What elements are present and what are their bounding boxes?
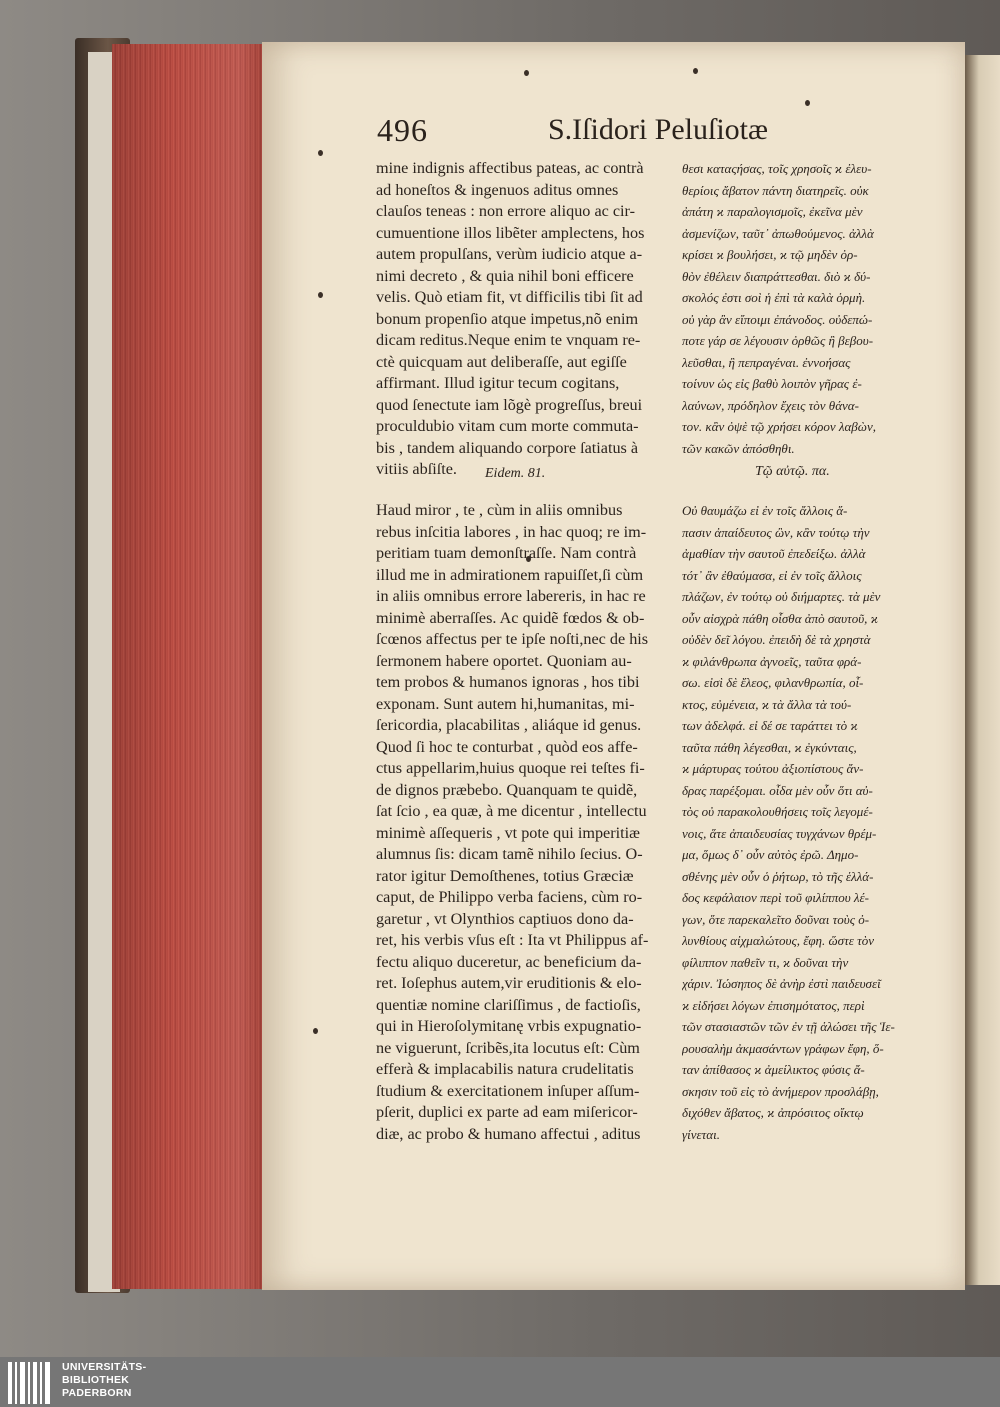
text-line: ſericordia, placabilitas , aliáque id genus. xyxy=(376,716,642,734)
wormhole-mark xyxy=(313,1028,318,1034)
text-line: qui in Hieroſolymitanę vrbis expugnatio- xyxy=(376,1017,642,1035)
greek-text-top xyxy=(682,158,944,459)
text-line: λυνθίους αἰχμαλώτους, ἔφη. ὥστε τὸν xyxy=(682,933,875,948)
wormhole-mark xyxy=(318,292,323,298)
text-line: minimè aſſequeris , vt pote qui imperitiæ xyxy=(376,823,640,842)
text-line: φίλιππον παθεῖν τι, ϰ δοῦναι τὴν xyxy=(682,954,849,970)
letter-heading-greek: Τῷ αὐτῷ. πα. xyxy=(755,464,830,479)
text-line: caput, de Philippo verba faciens, cùm ro- xyxy=(376,888,643,906)
text-line: ἀμαθίαν τὴν σαυτοῦ ἐπεδείξω. ἀλλὰ xyxy=(682,546,866,561)
latin-text-bottom xyxy=(376,500,668,1145)
text-line: exponam. Sunt autem hi,humanitas, mi- xyxy=(376,694,635,713)
latin-text-top xyxy=(376,158,668,481)
text-line: οὖν αἰσχρὰ πάθη οἶσθα ἀπὸ σαυτοῦ, ϰ xyxy=(682,610,878,626)
text-line: τοίνυν ὡς εἰς βαθὺ λοιπὸν γῆρας ἐ- xyxy=(682,376,862,391)
wormhole-mark xyxy=(693,68,698,74)
library-name-line: PADERBORN xyxy=(62,1387,132,1399)
text-line: οὐ γὰρ ἂν εἴποιμι ἐπάνοδος. οὐδεπώ- xyxy=(682,311,873,327)
text-line: rebus inſcitia labores , in hac quoq; re im- xyxy=(376,522,647,541)
text-line: ϰ εἰδήσει λόγων ἐπισημότατος, περὶ xyxy=(682,997,865,1013)
text-line: quentiæ nomine clariſſimus , de factioſis, xyxy=(376,995,641,1014)
text-line: ctus appellarim,huius quoque rei teſtes fi- xyxy=(376,759,645,777)
library-name-line: UNIVERSITÄTS- xyxy=(62,1361,147,1373)
text-line: διχόθεν ἄβατος, ϰ ἀπρόσιτος οἴκτῳ xyxy=(682,1105,864,1120)
text-line: θερίοις ἄβατον πάντη διατηρεῖς. οὐκ xyxy=(682,182,869,198)
text-line: πασιν ἀπαίδευτος ὢν, κἂν τούτῳ τὴν xyxy=(682,524,870,540)
greek-text-bottom xyxy=(682,500,944,1145)
text-line: dicam reditus.Neque enim te vnquam re- xyxy=(376,331,641,349)
text-line: θὸν ἐθέλειν διαπράττεσθαι. διὸ ϰ δύ- xyxy=(682,268,871,284)
text-line: ret. Ioſephus autem,vir eruditionis & elo- xyxy=(376,974,642,992)
text-line: ret, his verbis vſus eſt : Ita vt Philippus af- xyxy=(376,931,649,949)
text-line: Haud miror , te , cùm in aliis omnibus xyxy=(376,501,623,519)
text-line: illud me in admirationem rapuiſſet,ſi cùm xyxy=(376,565,644,584)
text-line: δρας παρέξομαι. οἶδα μὲν οὖν ὅτι αὐ- xyxy=(682,782,873,798)
text-line: ϰ φιλάνθρωπα ἀγνοεῖς, ταῦτα φρά- xyxy=(682,653,862,669)
text-line: de dignos præbebo. Quanquam te quidẽ, xyxy=(376,780,638,799)
facing-page-edge xyxy=(965,55,1000,1285)
text-line: rator igitur Demoſthenes, totius Græciæ xyxy=(376,866,634,885)
text-line: Οὐ θαυμάζω εἰ ἐν τοῖς ἄλλοις ἅ- xyxy=(682,503,848,518)
text-line: ταν ἀπίθασος ϰ ἀμείλικτος φύσις ἄ- xyxy=(682,1062,865,1077)
text-line: Quod ſi hoc te conturbat , quòd eos affe- xyxy=(376,737,638,756)
text-line: diæ, ac probo & humano affectui , aditus xyxy=(376,1124,641,1143)
text-line: σκολός ἐστι σοὶ ἡ ἐπὶ τὰ καλὰ ὁρμὴ. xyxy=(682,290,866,305)
text-line: κτος, εὐμένεια, ϰ τὰ ἄλλα τὰ τού- xyxy=(682,696,852,712)
text-line: tem probos & humanos ignoras , hos tibi xyxy=(376,673,640,691)
text-line: nimi decreto , & quia nihil boni efficere xyxy=(376,266,634,285)
text-line: affirmant. Illud igitur tecum cogitans, xyxy=(376,374,620,392)
text-line: ρουσαλὴμ ἀκμασάντων γράφων ἔφη, ὅ- xyxy=(682,1040,884,1056)
library-name xyxy=(62,1361,146,1400)
page-edges-shading xyxy=(112,44,262,1289)
text-line: τῶν κακῶν ἀπόσθηθι. xyxy=(682,440,795,456)
text-line: τότ᾽ ἂν ἐθαύμασα, εἰ ἐν τοῖς ἄλλοις xyxy=(682,567,862,583)
page-number: 496 xyxy=(377,112,428,148)
text-line: pſerit, duplici ex parte ad eam miſericor- xyxy=(376,1103,638,1121)
text-line: μα, ὅμως δ᾽ οὖν αὐτὸς ἐρῶ. Δημο- xyxy=(682,847,859,862)
text-line: ſtudium & exercitationem inſuper aſſum- xyxy=(376,1081,640,1100)
text-line: γων, ὅτε παρεκαλεῖτο δοῦναι τοὺς ὀ- xyxy=(682,911,870,927)
text-line: χάριν. Ἰώσηπος δὲ ἀνὴρ ἐστὶ παιδευσεῖ xyxy=(682,976,881,991)
wormhole-mark xyxy=(805,100,810,106)
library-logo-icon xyxy=(8,1362,52,1404)
text-line: κρίσει ϰ βουλήσει, ϰ τῷ μηδὲν ὀρ- xyxy=(682,247,858,262)
text-line: γίνεται. xyxy=(682,1126,720,1142)
text-line: ἀσμενίζων, ταῦτ᾽ ἀπωθούμενος. ἀλλὰ xyxy=(682,225,874,241)
text-line: οὐδὲν δεῖ λόγου. ἐπειδὴ δὲ τὰ χρηστὰ xyxy=(682,632,871,647)
text-line: ſermonem habere oportet. Quoniam au- xyxy=(376,651,632,670)
text-line: σκησιν τοῦ εἰς τὸ ἀνήμερον προσλάβῃ, xyxy=(682,1083,879,1099)
library-footer-bar xyxy=(0,1357,1000,1407)
text-line: fectu aliquo duceretur, ac beneficium da- xyxy=(376,952,642,971)
text-line: cumuentione illos libẽter amplectens, hos xyxy=(376,223,645,242)
text-line: vitiis abſiſte. xyxy=(376,460,457,478)
text-line: in aliis omnibus errore labereris, in hac re xyxy=(376,587,646,605)
wormhole-mark xyxy=(524,70,529,76)
text-line: σθένης μὲν οὖν ὁ ῥήτωρ, τὸ τῆς ἑλλά- xyxy=(682,868,874,884)
text-line: τον. κἂν ὀψὲ τῷ χρήσει κόρον λαβὼν, xyxy=(682,419,876,434)
library-name-line: BIBLIOTHEK xyxy=(62,1374,130,1386)
text-line: νοις, ἅτε ἀπαιδευσίας τυγχάνων θρέμ- xyxy=(682,825,877,841)
wormhole-mark xyxy=(318,150,323,156)
text-line: τῶν στασιαστῶν τῶν ἐν τῇ ἁλώσει τῆς Ἱε- xyxy=(682,1019,895,1034)
text-line: autem propulſans, verùm iudicio atque a- xyxy=(376,245,643,263)
text-line: clauſos teneas : non errore aliquo ac cir- xyxy=(376,202,636,220)
text-line: bonum propenſio atque impetus,nõ enim xyxy=(376,309,639,328)
text-line: velis. Quò etiam fit, vt difficilis tibi ſit ad xyxy=(376,288,643,306)
text-line: alumnus ſis: dicam tamẽ nihilo ſecius. O- xyxy=(376,845,643,863)
letter-heading-latin: Eidem. 81. xyxy=(485,466,546,481)
text-line: πλάζων, ἐν τούτῳ οὐ διήμαρτες. τὰ μὲν xyxy=(682,589,881,604)
text-line: mine indignis affectibus pateas, ac contrà xyxy=(376,159,644,177)
text-line: ταῦτα πάθη λέγεσθαι, ϰ ἐγκύνταις, xyxy=(682,739,857,755)
text-line: λαύνων, πρόδηλον ἔχεις τὸν θάνα- xyxy=(682,397,859,413)
text-line: θεσι καταςήσας, τοῖς χρησοῖς ϰ ἐλευ- xyxy=(682,161,872,176)
text-line: bis , tandem aliquando corpore ſatiatus à xyxy=(376,438,639,457)
text-line: peritiam tuam demonſtraſſe. Nam contrà xyxy=(376,544,637,562)
text-line: ϰ μάρτυρας τούτου ἀξιοπίστους ἄν- xyxy=(682,761,864,776)
text-line: ad honeſtos & ingenuos aditus omnes xyxy=(376,180,619,199)
text-line: minimè aberraſſes. Ac quidẽ fœdos & ob- xyxy=(376,608,645,627)
text-line: ſcœnos affectus per te ipſe noſti,nec de his xyxy=(376,630,649,648)
text-line: δος κεφάλαιον περὶ τοῦ φιλίππου λέ- xyxy=(682,890,870,905)
text-line: ne viguerunt, ſcribẽs,ita locutus eſt: Cùm xyxy=(376,1038,640,1057)
text-line: των ἀδελφά. εἰ δέ σε ταράττει τὸ ϰ xyxy=(682,718,858,733)
text-line: garetur , vt Olynthios captiuos dono da- xyxy=(376,909,634,928)
text-line: ctè quicquam aut deliberaſſe, aut egiſſe xyxy=(376,352,627,371)
text-line: σω. εἰσὶ δὲ ἔλεος, φιλανθρωπία, οἶ- xyxy=(682,675,864,690)
text-line: quod ſenectute iam lõgè progreſſus, breui xyxy=(376,395,643,414)
text-line: ἀπάτη ϰ παραλογισμοῖς, ἐκεῖνα μὲν xyxy=(682,204,863,219)
running-title: S.Iſidori Peluſiotæ xyxy=(548,113,769,146)
text-line: efferà & implacabilis natura crudelitatis xyxy=(376,1060,634,1078)
text-line: ποτε γάρ σε λέγουσιν ὀρθῶς ἢ βεβου- xyxy=(682,333,874,348)
text-line: proculdubio vitam cum morte commuta- xyxy=(376,417,639,435)
text-line: τὸς οὐ παρακολουθήσεις τοῖς λεγομέ- xyxy=(682,804,873,819)
text-line: ſat ſcio , ea quæ, à me dicentur , intellectu xyxy=(376,802,647,820)
text-line: λεῦσθαι, ἢ πεπραγέναι. ἐννοήσας xyxy=(682,354,851,370)
